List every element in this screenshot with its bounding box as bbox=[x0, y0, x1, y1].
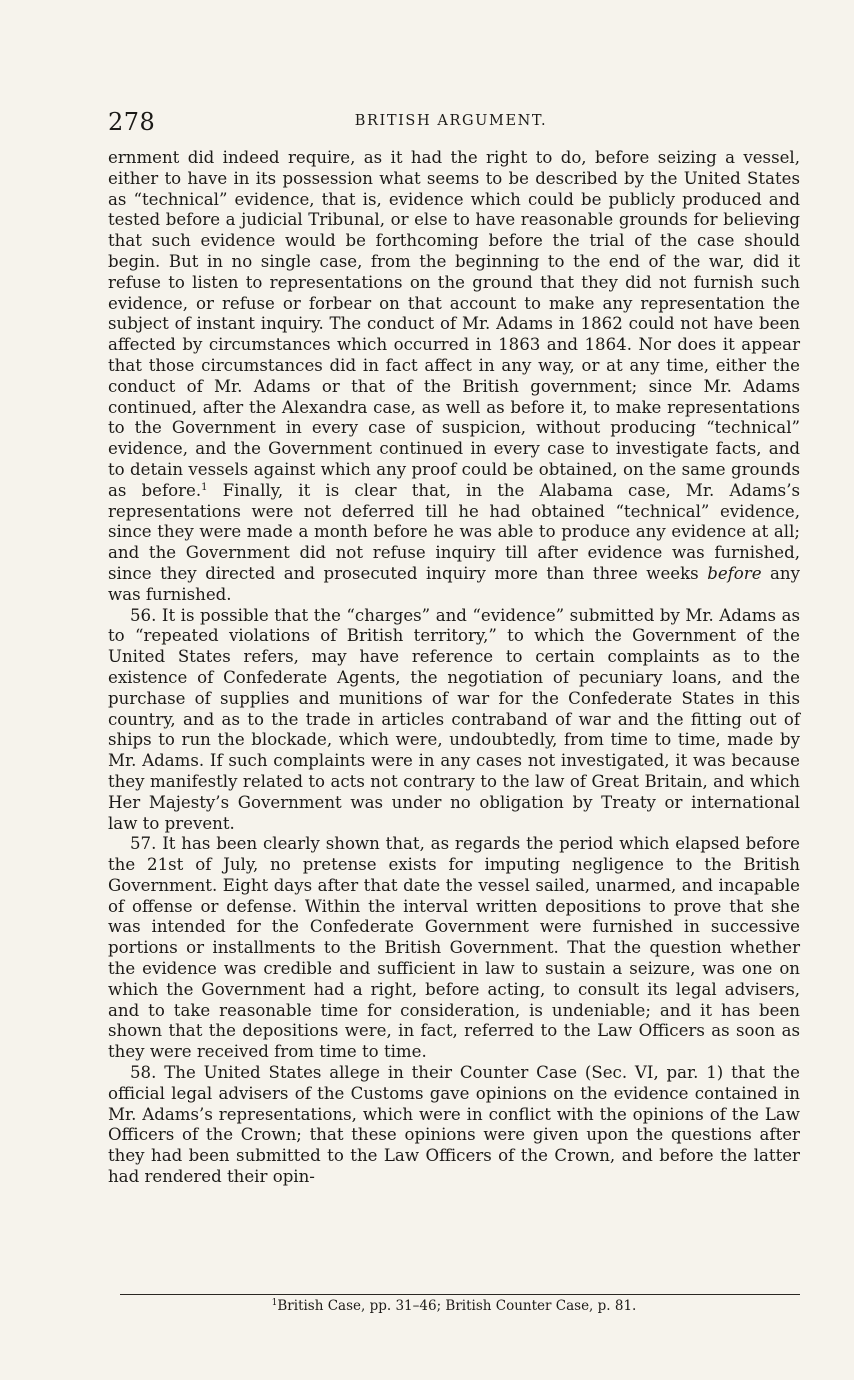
footnote-divider bbox=[120, 1294, 800, 1295]
emphasized-word: before bbox=[707, 563, 762, 583]
paragraph-continuation bbox=[108, 148, 800, 606]
paragraph-text: any was furnished. bbox=[108, 563, 800, 604]
footnote-reference: 1 bbox=[201, 481, 208, 493]
footnote bbox=[108, 1298, 800, 1314]
running-head: BRITISH ARGUMENT. bbox=[354, 113, 548, 129]
paragraph-text: Finally, it is clear that, in the Alabama case, Mr. Adams’s representations were not deferred till he had obtained “technical” evidence, since they were made a month before he was able to produce any evidence at all; and the Government did not refuse inquiry till after evidence was furnished, since they directed and prosecuted inquiry more than three weeks bbox=[108, 480, 800, 583]
paragraph-text: ernment did indeed require, as it had the right to do, before seizing a vessel, either to have in its possession what seems to be described by the United States as “technical” evidence, that is, evidence which could be publicly produced and tested before a judicial Tribunal, or else to have reasonable grounds for believing that such evidence would be forthcoming before the trial of the case should begin. But in no single case, from the beginning to the end of the war, did it refuse to listen to representations on the ground that they did not furnish such evidence, or refuse or forbear on that account to make any representation the subject of instant inquiry. The conduct of Mr. Adams in 1862 could not have been affected by circumstances which occurred in 1863 and 1864. Nor does it appear that those circumstances did in fact affect in any way, or at any time, either the conduct of Mr. Adams or that of the British government; since Mr. Adams continued, after the Alexandra case, as well as before it, to make representations to the Government in every case of suspicion, without producing “technical” evidence, and the Government continued in every case to investigate facts, and to detain vessels against which any proof could be obtained, on the same grounds as before. bbox=[108, 148, 800, 500]
page-header bbox=[108, 108, 794, 138]
paragraph-58: 58. The United States allege in their Counter Case (Sec. VI, par. 1) that the official legal advisers of the Customs gave opinions on the evidence contained in Mr. Adams’s representations, which were in conflict with the opinions of the Law Officers of the Crown; that these opinions were given upon the questions after they had been submitted to the Law Officers of the Crown, and before the latter had rendered their opin- bbox=[108, 1063, 800, 1187]
body-text bbox=[108, 148, 800, 1188]
footnote-mark: 1 bbox=[271, 1298, 278, 1308]
paragraph-57: 57. It has been clearly shown that, as regards the period which elapsed before the 21st of July, no pretense exists for imputing negligence to the British Government. Eight days after that date the vessel sailed, unarmed, and incapable of offense or defense. Within the interval written depositions to prove that she was intended for the Confederate Government were furnished in successive portions or installments to the British Government. That the question whether the evidence was credible and sufficient in law to sustain a seizure, was one on which the Government had a right, before acting, to consult its legal advisers, and to take reasonable time for consideration, is undeniable; and it has been shown that the depositions were, in fact, referred to the Law Officers as soon as they were received from time to time. bbox=[108, 834, 800, 1062]
paragraph-56: 56. It is possible that the “charges” and “evidence” submitted by Mr. Adams as to “repeated violations of British territory,” to which the Government of the United States refers, may have reference to certain complaints as to the existence of Confederate Agents, the negotiation of pecuniary loans, and the purchase of supplies and munitions of war for the Confederate States in this country, and as to the trade in articles contraband of war and the fitting out of ships to run the blockade, which were, undoubtedly, from time to time, made by Mr. Adams. If such complaints were in any cases not investigated, it was because they manifestly related to acts not contrary to the law of Great Britain, and which Her Majesty’s Government was under no obligation by Treaty or international law to prevent. bbox=[108, 605, 800, 833]
page-number: 278 bbox=[108, 108, 156, 136]
footnote-text: British Case, pp. 31–46; British Counter Case, p. 81. bbox=[277, 1298, 637, 1314]
